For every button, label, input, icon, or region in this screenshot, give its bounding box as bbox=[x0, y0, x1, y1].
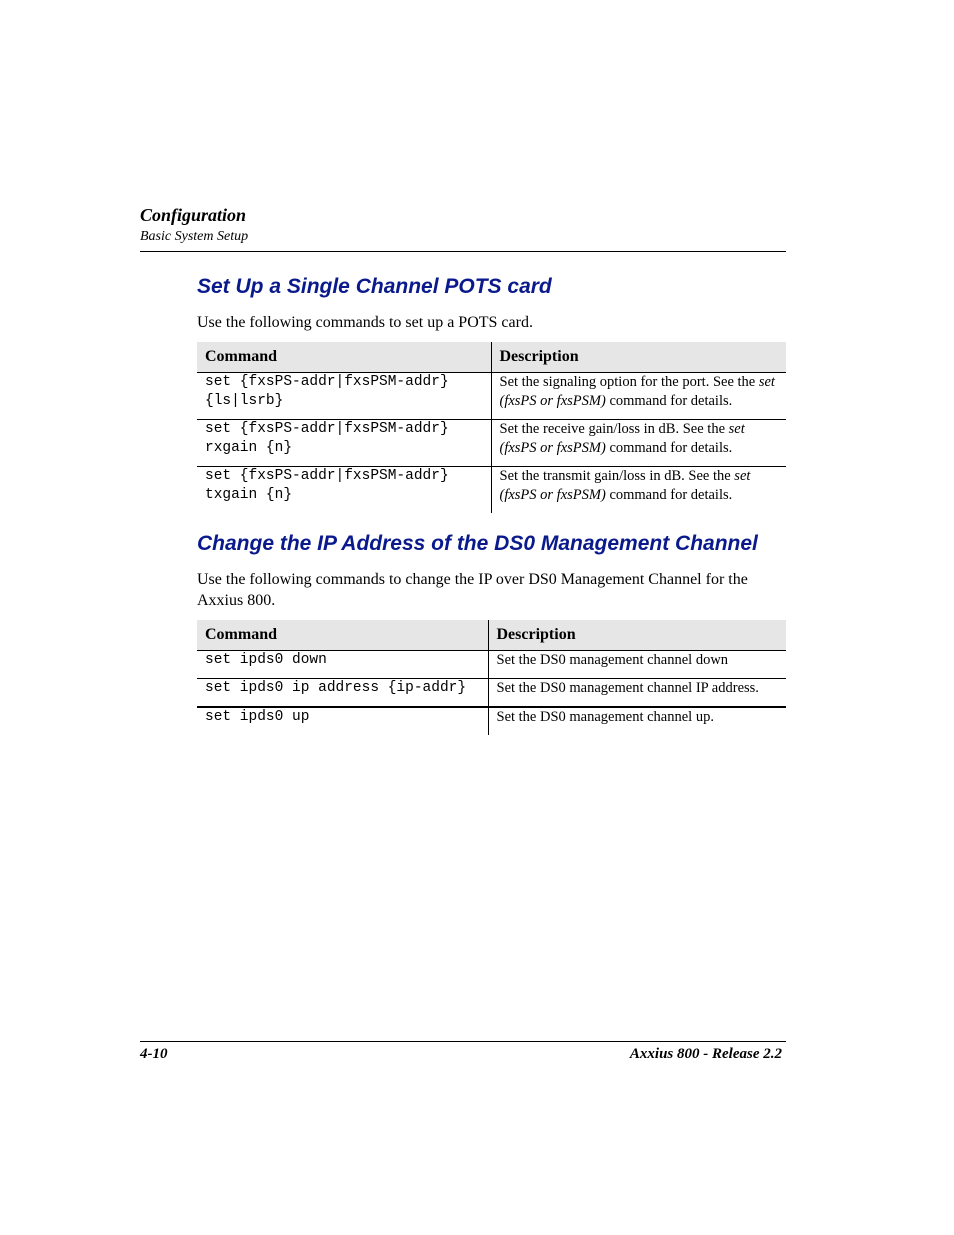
section-subtitle: Basic System Setup bbox=[140, 229, 249, 244]
description-text: command for details. bbox=[605, 487, 733, 503]
page-number: 4-10 bbox=[140, 1046, 168, 1062]
pots-heading: Set Up a Single Channel POTS card bbox=[197, 275, 552, 298]
ds0-intro: Use the following commands to change the IP over DS0 Management Channel for the Axxius 800. bbox=[197, 571, 748, 609]
command-line: {ls|lsrb} bbox=[205, 393, 284, 409]
table-row bbox=[197, 651, 786, 679]
description-text: Set the signaling option for the port. See the bbox=[499, 374, 756, 390]
description-text: Set the receive gain/loss in dB. See the bbox=[499, 421, 729, 437]
table-row bbox=[197, 373, 786, 420]
description-text: command for details. bbox=[605, 393, 733, 409]
table-header-row bbox=[197, 620, 786, 651]
pots-intro: Use the following commands to set up a POTS card. bbox=[197, 314, 533, 331]
pots-command-table bbox=[197, 342, 786, 513]
description-reference: set (fxsPS or fxsPSM) bbox=[499, 421, 745, 456]
column-header-command: Command bbox=[197, 620, 488, 651]
table-header-row bbox=[197, 342, 786, 373]
command-cell: set ipds0 ip address {ip-addr} bbox=[197, 679, 488, 708]
table-row bbox=[197, 679, 786, 708]
footer-rule bbox=[140, 1041, 786, 1042]
command-cell: set ipds0 down bbox=[197, 651, 488, 679]
header-rule bbox=[140, 251, 786, 252]
description-reference: set (fxsPS or fxsPSM) bbox=[499, 374, 775, 409]
product-release: Axxius 800 - Release 2.2 bbox=[629, 1046, 782, 1062]
column-header-description: Description bbox=[488, 620, 786, 651]
description-cell: Set the DS0 management channel IP address. bbox=[488, 679, 786, 708]
description-cell: Set the DS0 management channel up. bbox=[488, 707, 786, 735]
column-header-description: Description bbox=[491, 342, 786, 373]
chapter-title: Configuration bbox=[140, 205, 247, 225]
description-cell bbox=[491, 420, 786, 467]
description-cell: Set the DS0 management channel down bbox=[488, 651, 786, 679]
description-text: command for details. bbox=[605, 440, 733, 456]
command-line: rxgain {n} bbox=[205, 440, 293, 456]
table-row bbox=[197, 707, 786, 735]
command-cell bbox=[197, 467, 491, 514]
command-line: txgain {n} bbox=[205, 487, 293, 503]
description-cell bbox=[491, 373, 786, 420]
command-cell bbox=[197, 420, 491, 467]
description-cell bbox=[491, 467, 786, 514]
table-row bbox=[197, 467, 786, 514]
command-line: set {fxsPS-addr|fxsPSM-addr} bbox=[205, 468, 449, 484]
command-cell bbox=[197, 373, 491, 420]
command-cell: set ipds0 up bbox=[197, 707, 488, 735]
table-row bbox=[197, 420, 786, 467]
command-line: set {fxsPS-addr|fxsPSM-addr} bbox=[205, 421, 449, 437]
ds0-command-table bbox=[197, 620, 786, 735]
description-text: Set the transmit gain/loss in dB. See the bbox=[499, 468, 735, 484]
command-line: set {fxsPS-addr|fxsPSM-addr} bbox=[205, 374, 449, 390]
ds0-heading: Change the IP Address of the DS0 Management Channel bbox=[197, 532, 758, 555]
column-header-command: Command bbox=[197, 342, 491, 373]
description-reference: set (fxsPS or fxsPSM) bbox=[499, 468, 751, 503]
